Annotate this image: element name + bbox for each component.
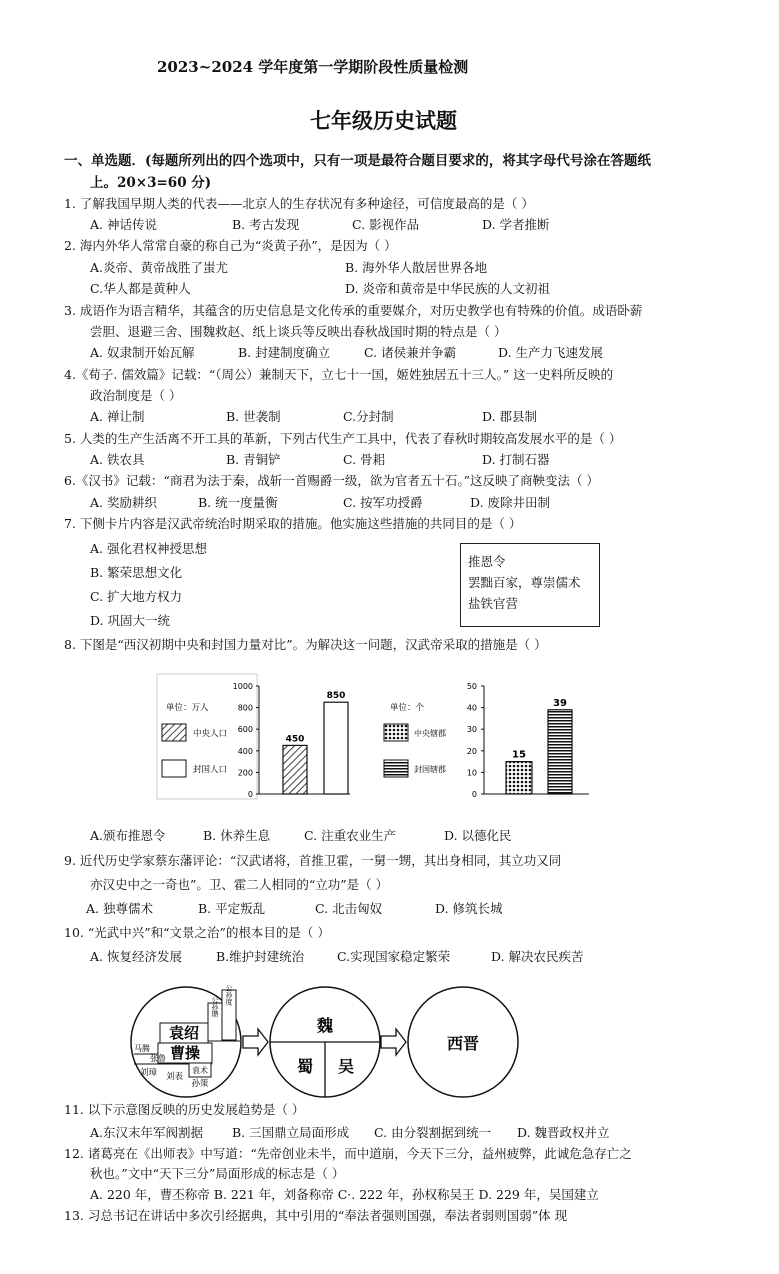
q6-stem: 6.《汉书》记载：“商君为法于秦，战斩一首赐爵一级，欲为官者五十石。”这反映了商鞅变法（ ） — [64, 473, 599, 488]
chart2-unit: 单位：个 — [390, 703, 425, 713]
q12-stem-line2: 秋也。”文中“天下三分”局面形成的标志是（ ） — [90, 1166, 345, 1181]
chart1-tick-label: 800 — [237, 703, 253, 713]
chart2-tick-label: 30 — [466, 725, 477, 735]
q1-option-d: D. 学者推断 — [482, 217, 550, 232]
chart1-tick-label: 200 — [237, 768, 253, 778]
chart1-legend-fief: 封国人口 — [193, 765, 228, 775]
chart1-tick-label: 600 — [237, 725, 253, 735]
chart2-legend-swatch-fief — [384, 760, 408, 777]
q11-stem: 11. 以下示意图反映的历史发展趋势是（ ） — [64, 1102, 305, 1117]
q11-option-a: A.东汉末年军阀割据 — [90, 1125, 204, 1140]
q7-card-line: 罢黜百家，尊崇儒术 — [468, 575, 581, 590]
chart1-tick-label: 0 — [247, 790, 253, 799]
label-yuanshao: 袁绍 — [168, 1024, 200, 1042]
label-mateng: 马腾 — [134, 1044, 150, 1053]
q9-stem-line1: 9. 近代历史学家蔡东藩评论：“汉武诸将，首推卫霍，一舅一甥，其出身相同，其立功又同 — [64, 853, 562, 868]
q3-option-d: D. 生产力飞速发展 — [498, 345, 604, 360]
q8-option-a: A.颁布推恩令 — [90, 828, 166, 843]
chart1-legend-swatch-fief — [162, 760, 186, 777]
q6-option-a: A. 奖励耕织 — [90, 495, 157, 510]
chart1-plot — [233, 682, 350, 799]
q10-option-c: C.实现国家稳定繁荣 — [337, 949, 451, 964]
chart2-tick-label: 40 — [466, 703, 477, 713]
q8-option-b: B. 休养生息 — [203, 828, 271, 843]
q11-option-d: D. 魏晋政权并立 — [517, 1125, 610, 1140]
chart2-data-label: 39 — [553, 697, 567, 709]
q2-option-c: C.华人都是黄种人 — [90, 281, 191, 296]
q7-option-c: C. 扩大地方权力 — [90, 589, 183, 604]
label-caocao: 曹操 — [169, 1044, 201, 1062]
chart2-legend-central: 中央辖郡 — [414, 729, 446, 738]
q4-stem-line1: 4.《荀子. 儒效篇》记载：“（周公）兼制天下，立七十一国，姬姓独居五十三人。” 这一史料所反映的 — [64, 367, 614, 382]
chart2-tick-label: 10 — [466, 768, 477, 778]
q13-stem-line1: 13. 习总书记在讲话中多次引经据典，其中引用的“奉法者强则国强，奉法者弱则国弱”体 现 — [64, 1208, 568, 1223]
q3-option-a: A. 奴隶制开始瓦解 — [90, 345, 195, 360]
q3-stem-line2: 尝胆、退避三舍、围魏救赵、纸上谈兵等反映出春秋战国时期的特点是（ ） — [90, 324, 507, 339]
chart1-unit: 单位：万人 — [166, 703, 209, 713]
q12-options: A. 220 年，曹丕称帝 B. 221 年，刘备称帝 C·. 222 年，孙权称吴王 D. 229 年，吴国建立 — [90, 1187, 599, 1202]
q8-stem: 8. 下图是“西汉初期中央和封国力量对比”。为解决这一问题，汉武帝采取的措施是（ ） — [64, 637, 547, 652]
chart1-tick-label: 400 — [237, 746, 253, 756]
chart2-tick-label: 0 — [471, 790, 477, 799]
q10-option-a: A. 恢复经济发展 — [90, 949, 182, 964]
chart2-tick-label: 20 — [466, 746, 477, 756]
q10-option-b: B.维护封建统治 — [216, 949, 305, 964]
q7-card-line: 推恩令 — [468, 554, 506, 569]
q9-option-d: D. 修筑长城 — [435, 901, 503, 916]
q1-option-a: A. 神话传说 — [90, 217, 157, 232]
chart2-bar — [548, 710, 572, 794]
chart1-legend-central: 中央人口 — [193, 729, 228, 739]
q4-option-d: D. 郡县制 — [482, 409, 538, 424]
q7-option-a: A. 强化君权神授思想 — [90, 541, 207, 556]
q7-card-line: 盐铁官营 — [468, 596, 519, 611]
q5-option-a: A. 铁农具 — [90, 452, 145, 467]
label-wu: 吴 — [337, 1057, 355, 1076]
q10-option-d: D. 解决农民疾苦 — [491, 949, 584, 964]
label-shu: 蜀 — [296, 1057, 314, 1076]
q2-option-d: D. 炎帝和黄帝是中华民族的人文初祖 — [345, 281, 551, 296]
q8-chart — [0, 672, 779, 822]
q6-option-d: D. 废除井田制 — [470, 495, 551, 510]
arrow-icon — [243, 1029, 268, 1055]
q7-card — [460, 543, 600, 627]
section-heading-line1: 一、单选题．(每题所列出的四个选项中，只有一项是最符合题目要求的，将其字母代号涂在答题纸 — [64, 153, 651, 169]
label-liuzhang: 刘璋 — [140, 1068, 158, 1078]
q4-option-b: B. 世袭制 — [226, 409, 281, 424]
chart1-data-label: 850 — [326, 691, 346, 702]
q5-stem: 5. 人类的生产生活离不开工具的革新，下列古代生产工具中，代表了春秋时期较高发展水平的是（ ） — [64, 431, 622, 446]
chart1-tick-label: 1000 — [232, 682, 253, 691]
q1-option-c: C. 影视作品 — [352, 217, 420, 232]
q10-stem: 10. “光武中兴”和“文景之治”的根本目的是（ ） — [64, 925, 330, 940]
label-sunce: 孙策 — [191, 1079, 209, 1089]
q4-option-c: C.分封制 — [343, 409, 394, 424]
q11-option-c: C. 由分裂割据到统一 — [374, 1125, 492, 1140]
q1-stem: 1. 了解我国早期人类的代表——北京人的生存状况有多种途径，可信度最高的是（ ） — [64, 196, 534, 211]
q6-option-c: C. 按军功授爵 — [343, 495, 423, 510]
q9-option-b: B. 平定叛乱 — [198, 901, 266, 916]
q8-option-d: D. 以德化民 — [444, 828, 512, 843]
q7-option-d: D. 巩固大一统 — [90, 613, 171, 628]
q3-option-b: B. 封建制度确立 — [238, 345, 331, 360]
q9-stem-line2: 亦汉史中之一奇也”。卫、霍二人相同的“立功”是（ ） — [90, 877, 389, 892]
q2-stem: 2. 海内外华人常常自豪的称自己为“炎黄子孙”，是因为（ ） — [64, 238, 397, 253]
exam-header: 2023~2024 学年度第一学期阶段性质量检测 — [157, 58, 469, 76]
label-wei: 魏 — [316, 1016, 334, 1035]
section-heading-line2: 上。20×3=60 分) — [90, 175, 212, 191]
q9-option-a: A. 独尊儒术 — [86, 901, 153, 916]
q4-stem-line2: 政治制度是（ ） — [90, 388, 182, 403]
q4-option-a: A. 禅让制 — [90, 409, 145, 424]
label-xijin: 西晋 — [446, 1034, 480, 1053]
q5-option-d: D. 打制石器 — [482, 452, 550, 467]
chart2-legend-fief: 封国辖郡 — [414, 765, 446, 774]
q3-stem-line1: 3. 成语作为语言精华，其蕴含的历史信息是文化传承的重要媒介，对历史教学也有特殊的价值。成语卧薪 — [64, 303, 643, 318]
chart2-bar — [506, 762, 532, 794]
q1-option-b: B. 考古发现 — [232, 217, 300, 232]
q8-option-c: C. 注重农业生产 — [304, 828, 397, 843]
q2-option-b: B. 海外华人散居世界各地 — [345, 260, 488, 275]
q7-option-b: B. 繁荣思想文化 — [90, 565, 183, 580]
q6-option-b: B. 统一度量衡 — [198, 495, 278, 510]
q5-option-c: C. 骨耜 — [343, 452, 386, 467]
chart2-plot — [467, 682, 589, 799]
q12-stem-line1: 12. 诸葛亮在《出师表》中写道：“先帝创业未半，而中道崩，今天下三分，益州疲弊，此诚危急存亡之 — [64, 1146, 632, 1161]
label-gongsundu: 公孙度 — [225, 985, 233, 1006]
page-title: 七年级历史试题 — [310, 108, 457, 133]
label-zhanglu: 张鲁 — [150, 1054, 166, 1063]
chart2-legend-swatch-central — [384, 724, 408, 741]
arrow-icon — [381, 1029, 406, 1055]
q3-option-c: C. 诸侯兼并争霸 — [364, 345, 457, 360]
chart2-data-label: 15 — [512, 749, 526, 761]
q11-option-b: B. 三国鼎立局面形成 — [232, 1125, 350, 1140]
q9-option-c: C. 北击匈奴 — [315, 901, 383, 916]
chart1-data-label: 450 — [285, 734, 305, 745]
q2-option-a: A.炎帝、黄帝战胜了蚩尤 — [90, 260, 229, 275]
label-gongsunzan: 公孙瓒 — [211, 996, 219, 1018]
chart2-tick-label: 50 — [466, 682, 477, 691]
q7-stem: 7. 下侧卡片内容是汉武帝统治时期采取的措施。他实施这些措施的共同目的是（ ） — [64, 516, 522, 531]
q11-diagram — [0, 985, 779, 1105]
chart1-bar — [283, 745, 307, 794]
chart1-bar — [324, 702, 348, 794]
q5-option-b: B. 青铜铲 — [226, 452, 281, 467]
chart1-legend-swatch-central — [162, 724, 186, 741]
label-yuanshu: 袁术 — [192, 1066, 208, 1075]
label-liubiao: 刘表 — [166, 1072, 184, 1082]
